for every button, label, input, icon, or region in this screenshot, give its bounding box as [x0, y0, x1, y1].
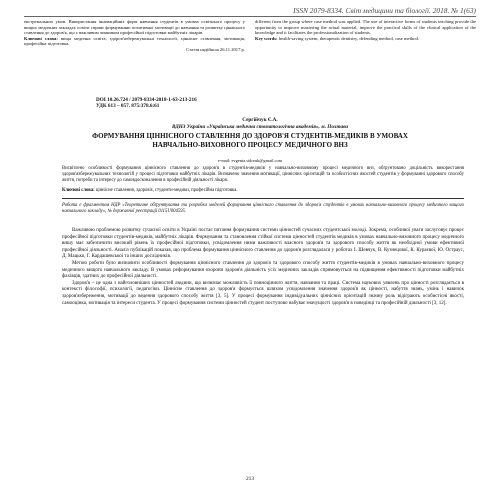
article-body [62, 228, 464, 307]
top-left-keywords [24, 36, 245, 47]
authors-block [60, 117, 460, 130]
top-right-keywords [255, 36, 476, 42]
top-right-paragraph: different from the group where case method was applied. The use of interactive forms of students teaching provide the opportunity to improve mastering the actual material, improve the practical skills of the clinical application of the knowledge and it facilitates the professionalization of students. [255, 19, 476, 36]
page-number: 213 [245, 476, 255, 482]
top-left-keywords-label: Ключові слова: [24, 35, 58, 41]
section-separator [62, 198, 464, 199]
top-right-column [255, 19, 476, 53]
author-email: e-mail: evgenia.sidoruk@gmail.com [217, 158, 283, 163]
article-title: ФОРМУВАННЯ ЦІННІСНОГО СТАВЛЕННЯ ДО ЗДОРОВ'Я СТУДЕНТІВ-МЕДИКІВ В УМОВАХ НАВЧАЛЬНО-ВИХОВНОГО ПРОЦЕСУ МЕДИЧНОГО ВНЗ [92, 132, 408, 149]
abstract-keywords-text: ціннісне ставлення, здоров'я, студенти-медики, професійна підготовка. [95, 188, 238, 193]
body-paragraph: Метою роботи було визначити особливості формування ціннісного ставлення до здоров'я та здорового способу життя студентів-медиків в умовах навчально-виховного процесу медичного вищого навчального закладу. В умовах реформування охорони здоров'я діяльність усіх медичних закладів спрямовується на підвищення ефективності підготовки майбутніх фахівців, здатних до професійної діяльності. [62, 260, 464, 280]
author-institution: ВДНЗ України «Українська медична стоматологічна академія», м. Полтава [172, 123, 348, 130]
top-left-paragraph: екстремальних умов. Використання інноваційних форм навчання студентів в умовах освітнього процесу у вищих медичних закладах освіти сприяє формуванню позитивної мотивації до навчання та розвитку ціннісного ставлення до здоров'я, що є важливим чинником професійної підготовки майбутніх лікарів. [24, 19, 245, 36]
abstract-keywords-label: Ключові слова: [62, 188, 95, 193]
received-date: Стаття надійшла 26.11.2017 р. [186, 46, 245, 52]
doi: DOI 10.26.724 / 2079-8334-2018-1-63-213-216 [96, 97, 197, 103]
top-right-keywords-text: health-saving system, therapeutic dentistry, defending method, case method. [278, 35, 419, 41]
abstract-keywords [62, 188, 464, 194]
top-columns [24, 19, 476, 53]
udc: УДК 613 – 057. 875:378.6:61 [96, 103, 160, 110]
top-left-column [24, 19, 245, 53]
top-right-keywords-label: Key words: [255, 35, 278, 41]
header-rule [24, 16, 476, 17]
body-paragraph: Важливою проблемою розвитку сучасної освіти в Україні постає питання формування системи цінностей сучасних студентської молоді. Зокрема, особливої уваги заслуговує процес професійної підготовки студентів-медиків, майбутніх лікарів. Формування та становлення стійкої системи цінностей студентів медиків в умовах навчально-виховного процесу медичного вишу має забезпечити високий рівень їх професійної підготовки, усвідомлення ними важливості власного здоров'я та здорового способу життя як необхідної умови ефективної професійної діяльності. Аналіз публікацій показав, що проблема формування ціннісного ставлення до здоров'я розглядалася у роботах І. Шевчук, В. Кузнецової, К. Кураєвої, Ю. Остраус, Д. Мацько, Г. Кардашевської та інших дослідників. [62, 228, 464, 260]
running-header: ISSN 2079-8334. Світ медицини та біології. 2018. № 1(63) [293, 6, 476, 15]
funding-note: Робота є фрагментом НДР «Теоретичне обґрунтування та розробка моделей формування ціннісного ставлення до здоров'я студентів в умовах навчально-виховного процесу медичного вищого навчального закладу», № державної реєстрації 0115U004595. [62, 203, 464, 214]
doi-block [96, 97, 197, 110]
body-paragraph: Здоров'я – це одна з найголовніших цінностей людини, що визначає можливість її повноцінного життя, навчання та праці. Система наукових уявлень про цінності розглядається в контексті філософії, психології, педагогіки. Ціннісне ставлення до здоров'я формується шляхом усвідомлення значення здоров'я як цінності, набуття знань, умінь і навичок здоров'язбереження, мотивації до ведення здорового способу життя [3, 5]. У процесі формування індивідуальних ціннісних орієнтацій значну роль відіграють особистісні якості, самооцінка, мотивація та інтереси студента. У процесі формування системи цінностей студент поступово набуває значущості здоров'я в поведінці та професійній діяльності [3, 12]. [62, 280, 464, 306]
author-names: Сергійчук Є.А. [242, 117, 278, 123]
top-left-keywords-text: вища медична освіта, здоров'язбережувальні технології, ціннісне ставлення, мотивація, професійна підготовка. [24, 35, 245, 47]
abstract: Висвітлено особливості формування ціннісного ставлення до здоров'я в студентів-медиків у навчально-виховному процесі медичного внз, обґрунтовано доцільність використання здоров'язбережувальних технологій у процесі підготовки майбутніх лікарів. Визначено значення мотивації, ціннісних орієнтацій та особистісних якостей студентів у формуванні здорового способу життя, потреби та інтересу до самовдосконалення в професійній діяльності лікаря. [62, 166, 464, 183]
